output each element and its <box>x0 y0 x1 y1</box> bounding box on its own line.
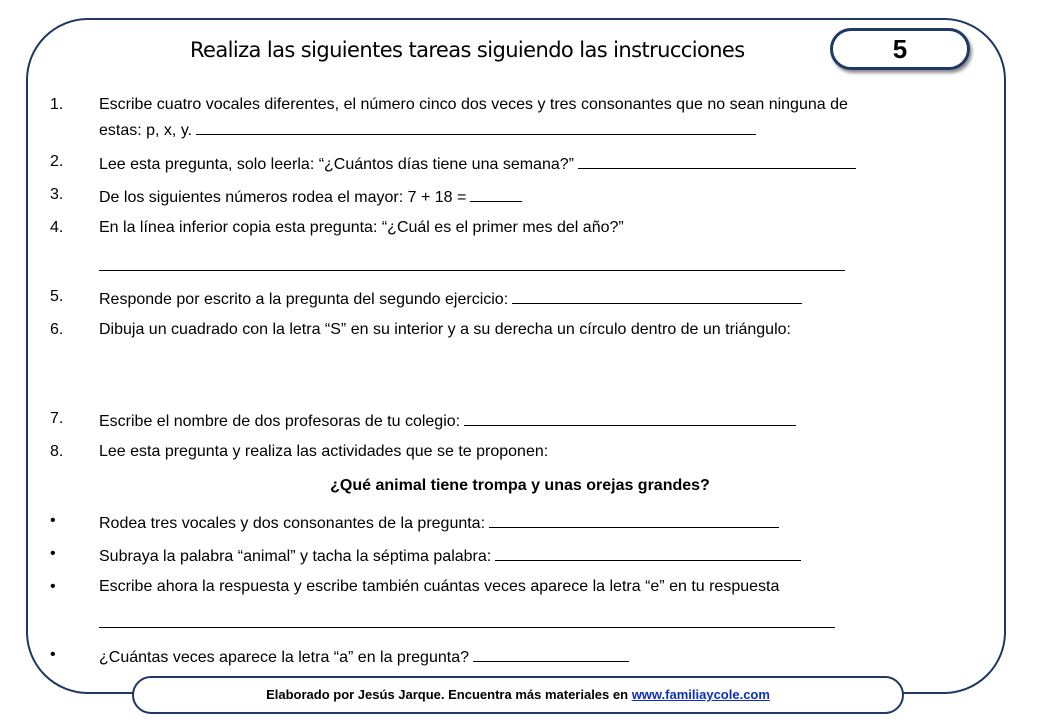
item-marker: 6. <box>50 321 64 338</box>
answer-line[interactable] <box>464 409 796 426</box>
item-text: Lee esta pregunta, solo leerla: “¿Cuántos días tiene una semana?” <box>99 156 574 173</box>
bullet-row <box>99 544 801 567</box>
answer-line[interactable] <box>495 544 801 561</box>
footer-text: Elaborado por Jesús Jarque. Encuentra más materiales en <box>266 687 629 702</box>
bullet-text: Subraya la palabra “animal” y tacha la séptima palabra: <box>99 548 492 565</box>
answer-line[interactable] <box>99 270 845 271</box>
item-marker: 8. <box>50 443 64 460</box>
item-marker: 7. <box>50 410 64 427</box>
answer-line[interactable] <box>473 645 629 662</box>
item-text: De los siguientes números rodea el mayor: 7 + 18 = <box>99 189 467 206</box>
item-marker: 5. <box>50 288 64 305</box>
item-row <box>99 185 522 208</box>
item-row <box>99 287 802 310</box>
bullet-row <box>99 511 779 534</box>
item-text: Responde por escrito a la pregunta del segundo ejercicio: <box>99 291 509 308</box>
bullet-marker: • <box>50 545 56 562</box>
page-title: Realiza las siguientes tareas siguiendo las instrucciones <box>190 38 745 62</box>
item-text: Lee esta pregunta y realiza las actividades que se te proponen: <box>99 443 549 460</box>
item-text: Escribe cuatro vocales diferentes, el número cinco dos veces y tres consonantes que no sean ninguna de <box>99 96 848 113</box>
bullet-text: Escribe ahora la respuesta y escribe también cuántas veces aparece la letra “e” en tu respuesta <box>99 578 780 595</box>
bullet-marker: • <box>50 578 56 595</box>
footer-credits <box>132 676 904 714</box>
item-marker: 2. <box>50 153 64 170</box>
answer-line[interactable] <box>578 152 856 169</box>
bullet-text: Rodea tres vocales y dos consonantes de la pregunta: <box>99 515 486 532</box>
item-text: Dibuja un cuadrado con la letra “S” en su interior y a su derecha un círculo dentro de un triángulo: <box>99 321 791 338</box>
item-text: En la línea inferior copia esta pregunta: “¿Cuál es el primer mes del año?” <box>99 219 624 236</box>
item-text: Escribe el nombre de dos profesoras de tu colegio: <box>99 413 461 430</box>
bullet-marker: • <box>50 512 56 529</box>
answer-line[interactable] <box>99 627 835 628</box>
answer-line[interactable] <box>470 185 522 202</box>
bullet-row <box>99 645 629 668</box>
answer-line[interactable] <box>512 287 802 304</box>
item-text-continued: estas: p, x, y. <box>99 118 756 141</box>
bullet-text: ¿Cuántas veces aparece la letra “a” en la pregunta? <box>99 649 469 666</box>
item-marker: 4. <box>50 219 64 236</box>
footer-link[interactable]: www.familiaycole.com <box>631 687 770 702</box>
featured-question: ¿Qué animal tiene trompa y unas orejas grandes? <box>330 477 710 494</box>
page-number-badge: 5 <box>830 28 970 70</box>
item-marker: 3. <box>50 186 64 203</box>
item-row <box>99 409 796 432</box>
answer-line[interactable] <box>196 118 756 135</box>
item-row <box>99 152 856 175</box>
answer-line[interactable] <box>489 511 779 528</box>
item-marker: 1. <box>50 96 64 113</box>
bullet-marker: • <box>50 646 56 663</box>
